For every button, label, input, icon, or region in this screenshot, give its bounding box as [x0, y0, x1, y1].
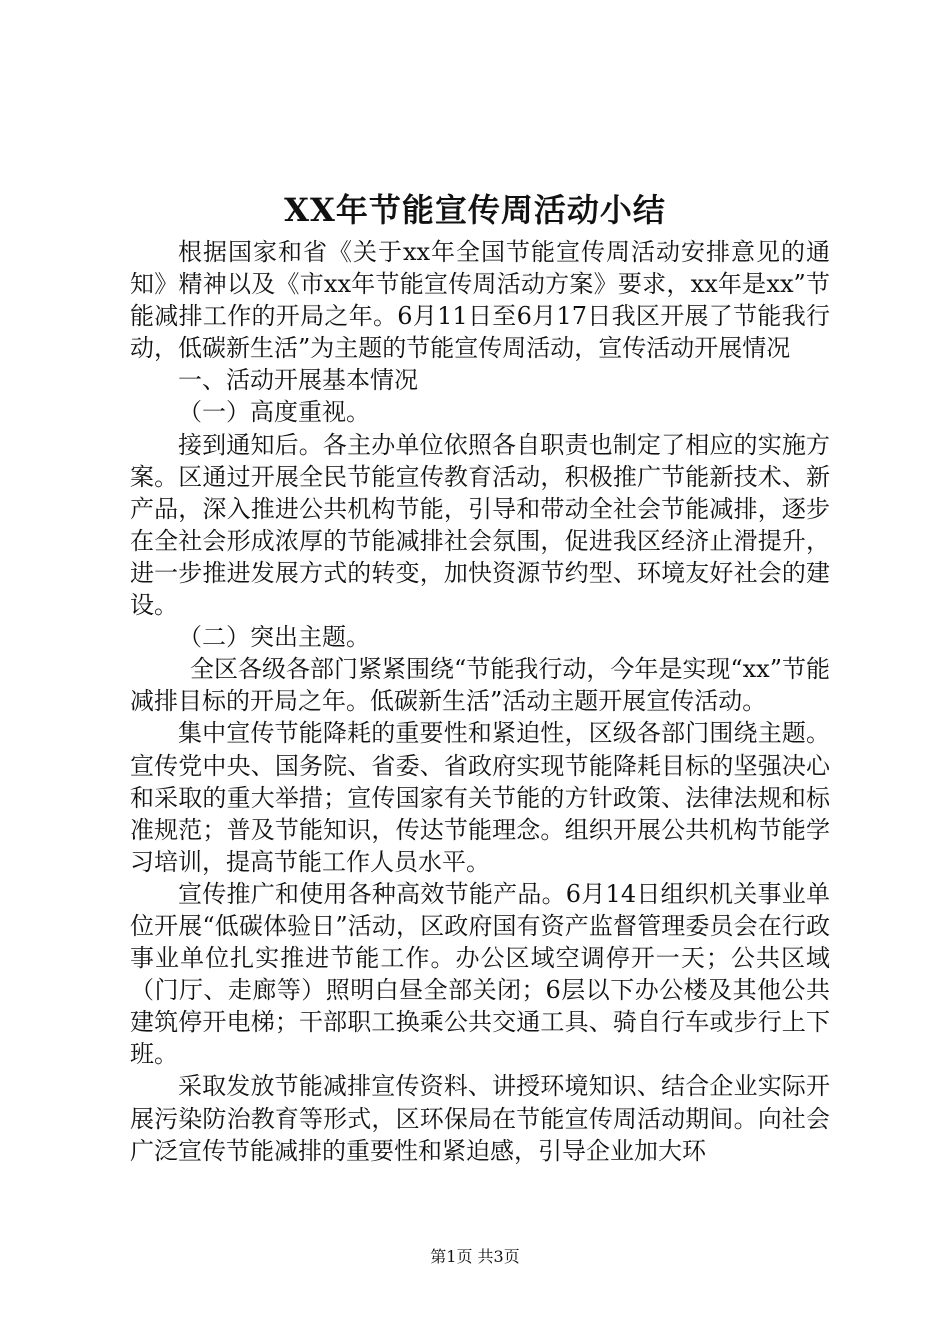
document-body [130, 236, 830, 1167]
paragraph-body-1: 接到通知后。各主办单位依照各自职责也制定了相应的实施方案。区通过开展全民节能宣传教育活动，积极推广节能新技术、新产品，深入推进公共机构节能，引导和带动全社会节能减排，逐步在全社会形成浓厚的节能减排社会氛围，促进我区经济止滑提升，进一步推进发展方式的转变，加快资源节约型、环境友好社会的建设。 [130, 430, 830, 620]
paragraph-body-5: 采取发放节能减排宣传资料、讲授环境知识、结合企业实际开展污染防治教育等形式，区环保局在节能宣传周活动期间。向社会广泛宣传节能减排的重要性和紧迫感，引导企业加大环 [130, 1072, 830, 1165]
section-heading-1: 一、活动开展基本情况 [178, 366, 418, 395]
subsection-heading-2: （二）突出主题。 [178, 623, 370, 652]
page-number: 第1页 共3页 [430, 1247, 520, 1266]
paragraph-intro: 根据国家和省《关于xx年全国节能宣传周活动安排意见的通知》精神以及《市xx年节能宣传周活动方案》要求，xx年是xx”节能减排工作的开局之年。6月11日至6月17日我区开展了节能我行动，低碳新生活”为主题的节能宣传周活动，宣传活动开展情况 [130, 238, 830, 363]
subsection-heading-1: （一）高度重视。 [178, 398, 370, 427]
paragraph-body-2: 全区各级各部门紧紧围绕“节能我行动，今年是实现“xx”节能减排目标的开局之年。低碳新生活”活动主题开展宣传活动。 [130, 655, 830, 716]
paragraph-body-3: 集中宣传节能降耗的重要性和紧迫性，区级各部门围绕主题。宣传党中央、国务院、省委、省政府实现节能降耗目标的坚强决心和采取的重大举措；宣传国家有关节能的方针政策、法律法规和标准规范；普及节能知识，传达节能理念。组织开展公共机构节能学习培训，提高节能工作人员水平。 [130, 719, 830, 876]
paragraph-body-4: 宣传推广和使用各种高效节能产品。6月14日组织机关事业单位开展“低碳体验日”活动，区政府国有资产监督管理委员会在行政事业单位扎实推进节能工作。办公区域空调停开一天；公共区域（门厅、走廊等）照明白昼全部关闭；6层以下办公楼及其他公共建筑停开电梯；干部职工换乘公共交通工具、骑自行车或步行上下班。 [130, 879, 830, 1069]
document-title: XX年节能宣传周活动小结 [284, 191, 666, 229]
